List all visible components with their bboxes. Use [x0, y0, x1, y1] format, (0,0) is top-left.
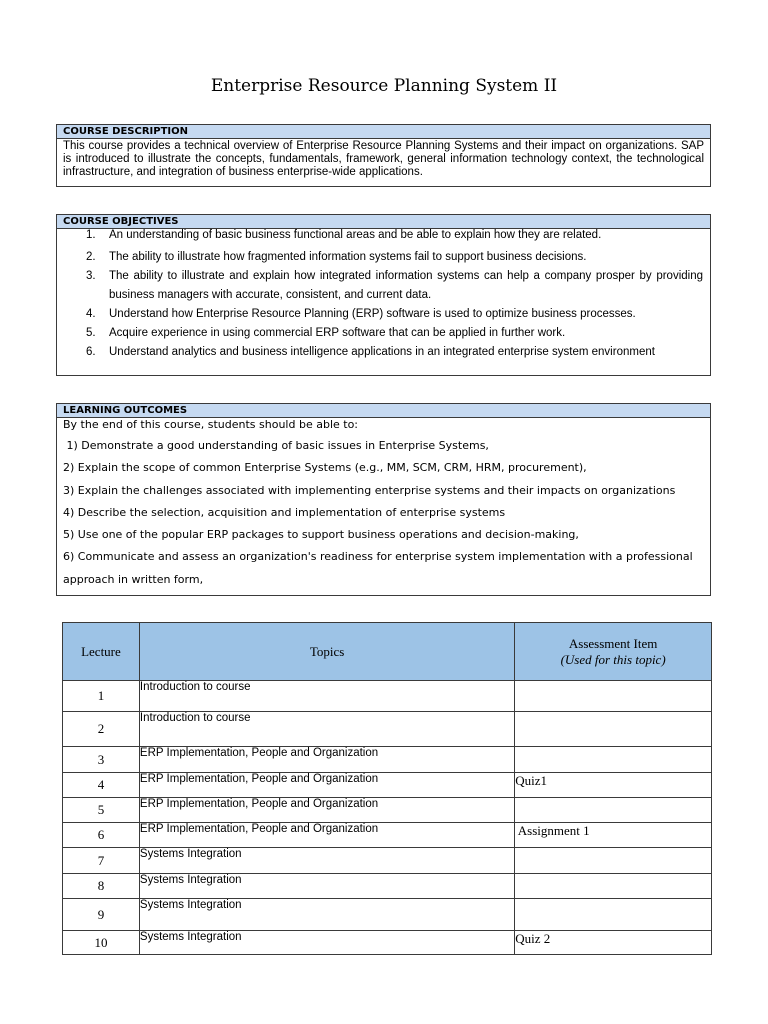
schedule-table — [62, 622, 712, 955]
learning-outcomes-intro: By the end of this course, students should be able to: — [63, 418, 359, 431]
course-description-heading: COURSE DESCRIPTION — [57, 125, 710, 139]
course-objectives-heading: COURSE OBJECTIVES — [57, 215, 710, 229]
learning-outcome-item: 3) Explain the challenges associated with implementing enterprise systems and their impacts on organizations — [63, 483, 676, 497]
lecture-assessment — [515, 798, 712, 823]
learning-outcome-item: approach in written form, — [63, 572, 204, 586]
lecture-number: 6 — [63, 823, 140, 848]
table-row — [63, 848, 712, 874]
objectives-list — [57, 229, 710, 362]
lecture-number: 2 — [63, 712, 140, 747]
lecture-topic: Systems Integration — [139, 899, 514, 931]
lecture-topic: Introduction to course — [139, 712, 514, 747]
assessment-column-header — [515, 623, 712, 681]
learning-outcome-item: 1) Demonstrate a good understanding of basic issues in Enterprise Systems, — [63, 439, 489, 452]
lecture-assessment: Quiz 2 — [515, 931, 712, 955]
lecture-assessment — [515, 848, 712, 874]
lecture-column-header: Lecture — [63, 623, 140, 681]
lecture-number: 3 — [63, 747, 140, 773]
lecture-topic: Systems Integration — [139, 931, 514, 955]
lecture-assessment: Assignment 1 — [515, 823, 712, 848]
lecture-number: 10 — [63, 931, 140, 955]
table-header-row — [63, 623, 712, 681]
lecture-topic: Introduction to course — [139, 681, 514, 712]
lecture-number: 9 — [63, 899, 140, 931]
assessment-header-title: Assessment Item — [568, 635, 658, 651]
learning-outcome-item: 5) Use one of the popular ERP packages to support business operations and decision-making, — [63, 528, 579, 542]
table-row — [63, 899, 712, 931]
lecture-assessment — [515, 899, 712, 931]
lecture-topic: ERP Implementation, People and Organization — [139, 798, 514, 823]
lecture-assessment: Quiz1 — [515, 773, 712, 798]
course-description-text: This course provides a technical overview of Enterprise Resource Planning Systems and their impact on organizations. SAP is introduced to illustrate the concepts, fundamentals, framework, general information technology context, the technological infrastructure, and integration of business enterprise-wide applications. — [63, 140, 704, 178]
table-row — [63, 747, 712, 773]
lecture-topic: Systems Integration — [139, 848, 514, 874]
document-title: Enterprise Resource Planning System II — [210, 76, 558, 96]
lecture-topic: ERP Implementation, People and Organization — [139, 747, 514, 773]
table-row — [63, 931, 712, 955]
lecture-assessment — [515, 747, 712, 773]
lecture-assessment — [515, 712, 712, 747]
objective-item: 6. Understand analytics and business intelligence applications in an integrated enterprise system environment — [86, 346, 655, 358]
learning-outcomes-heading: LEARNING OUTCOMES — [57, 404, 710, 418]
lecture-number: 5 — [63, 798, 140, 823]
objective-item: 3. The ability to illustrate and explain how integrated information systems can help a company prosper by providing business managers with accurate, consistent, and current data. — [86, 270, 703, 301]
topics-column-header: Topics — [139, 623, 514, 681]
lecture-topic: Systems Integration — [139, 874, 514, 899]
table-row — [63, 773, 712, 798]
lecture-assessment — [515, 874, 712, 899]
learning-outcomes-box — [56, 403, 711, 596]
assessment-header-subtitle: (Used for this topic) — [560, 651, 666, 667]
learning-outcome-item: 6) Communicate and assess an organization's readiness for enterprise system implementation with a professional — [63, 550, 693, 564]
objective-item: 1. An understanding of basic business functional areas and be able to explain how they are related. — [86, 229, 602, 241]
learning-outcome-item: 4) Describe the selection, acquisition and implementation of enterprise systems — [63, 505, 506, 519]
objective-item: 5. Acquire experience in using commercial ERP software that can be applied in further work. — [86, 327, 566, 339]
table-row — [63, 712, 712, 747]
lecture-number: 4 — [63, 773, 140, 798]
table-row — [63, 798, 712, 823]
lecture-topic: ERP Implementation, People and Organization — [139, 773, 514, 798]
table-row — [63, 823, 712, 848]
lecture-topic: ERP Implementation, People and Organization — [139, 823, 514, 848]
lecture-assessment — [515, 681, 712, 712]
table-row — [63, 681, 712, 712]
objective-item: 4. Understand how Enterprise Resource Planning (ERP) software is used to optimize business processes. — [86, 308, 636, 320]
course-objectives-box — [56, 214, 711, 376]
learning-outcome-item: 2) Explain the scope of common Enterprise Systems (e.g., MM, SCM, CRM, HRM, procurement), — [63, 461, 587, 475]
lecture-number: 8 — [63, 874, 140, 899]
course-description-box — [56, 124, 711, 187]
objective-item: 2. The ability to illustrate how fragmented information systems fail to support business decisions. — [86, 251, 587, 263]
lecture-number: 7 — [63, 848, 140, 874]
lecture-number: 1 — [63, 681, 140, 712]
table-row — [63, 874, 712, 899]
